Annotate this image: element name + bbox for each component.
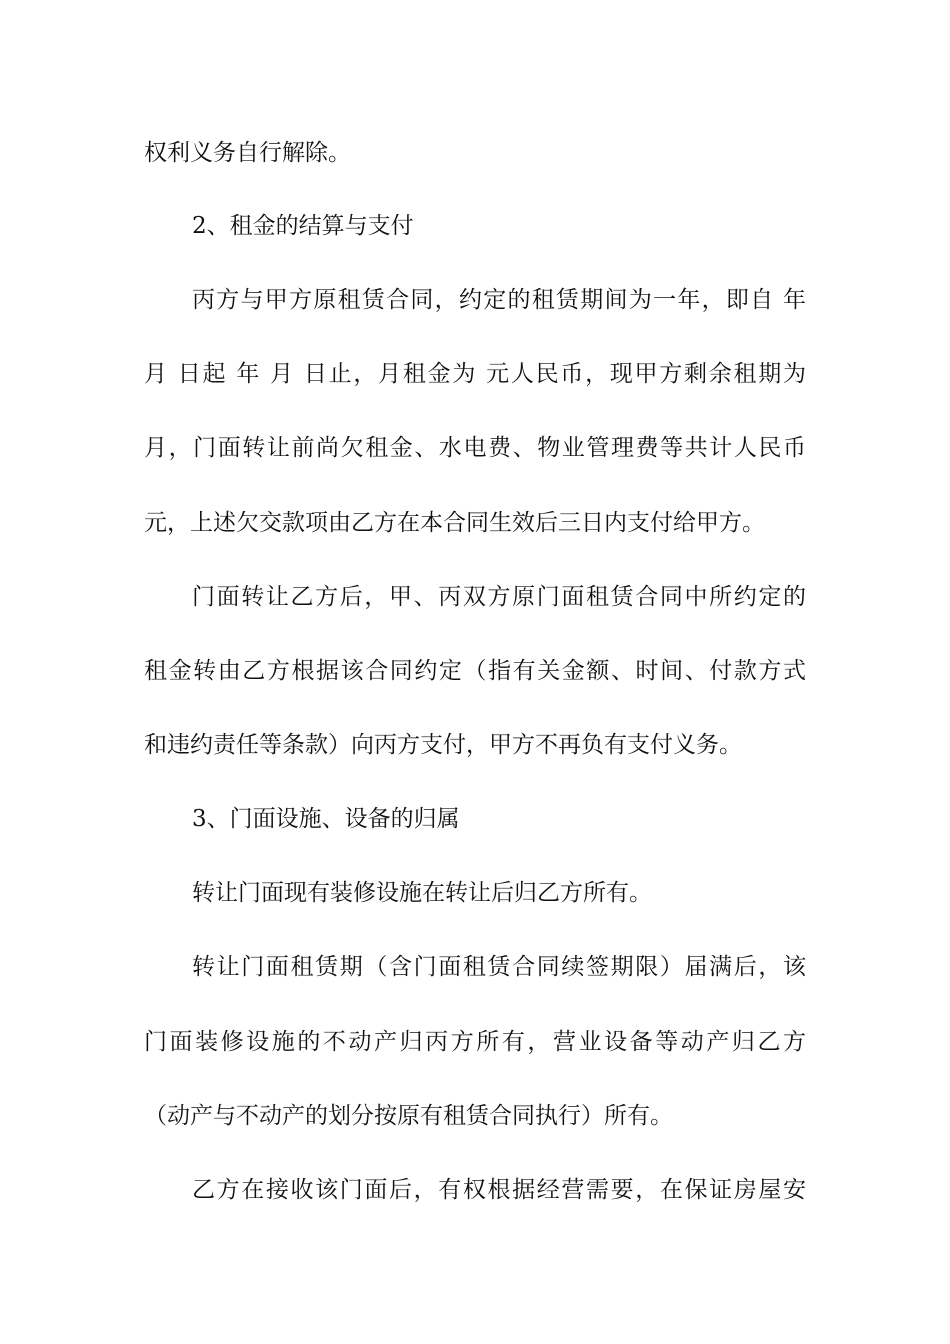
text-line-6: 元，上述欠交款项由乙方在本合同生效后三日内支付给甲方。 <box>144 510 765 536</box>
text-line-12: 转让门面租赁期（含门面租赁合同续签期限）届满后，该 <box>192 954 806 980</box>
text-line-15: 乙方在接收该门面后，有权根据经营需要，在保证房屋安 <box>192 1177 806 1203</box>
text-line-8: 租金转由乙方根据该合同约定（指有关金额、时间、付款方式 <box>144 658 806 684</box>
text-line-5: 月，门面转让前尚欠租金、水电费、物业管理费等共计人民币 <box>144 435 806 461</box>
section-heading-2: 2、租金的结算与支付 <box>192 213 414 239</box>
section-heading-3: 3、门面设施、设备的归属 <box>192 806 460 832</box>
text-line-14: （动产与不动产的划分按原有租赁合同执行）所有。 <box>144 1103 673 1129</box>
text-line-1: 权利义务自行解除。 <box>144 140 351 166</box>
text-line-11: 转让门面现有装修设施在转让后归乙方所有。 <box>192 880 652 906</box>
text-line-4: 月 日起 年 月 日止，月租金为 元人民币，现甲方剩余租期为 <box>144 361 806 387</box>
text-line-13: 门面装修设施的不动产归丙方所有，营业设备等动产归乙方 <box>144 1029 806 1055</box>
text-line-7: 门面转让乙方后，甲、丙双方原门面租赁合同中所约定的 <box>192 584 806 610</box>
text-line-9: 和违约责任等条款）向丙方支付，甲方不再负有支付义务。 <box>144 732 742 758</box>
text-line-3: 丙方与甲方原租赁合同，约定的租赁期间为一年，即自 年 <box>192 287 806 313</box>
